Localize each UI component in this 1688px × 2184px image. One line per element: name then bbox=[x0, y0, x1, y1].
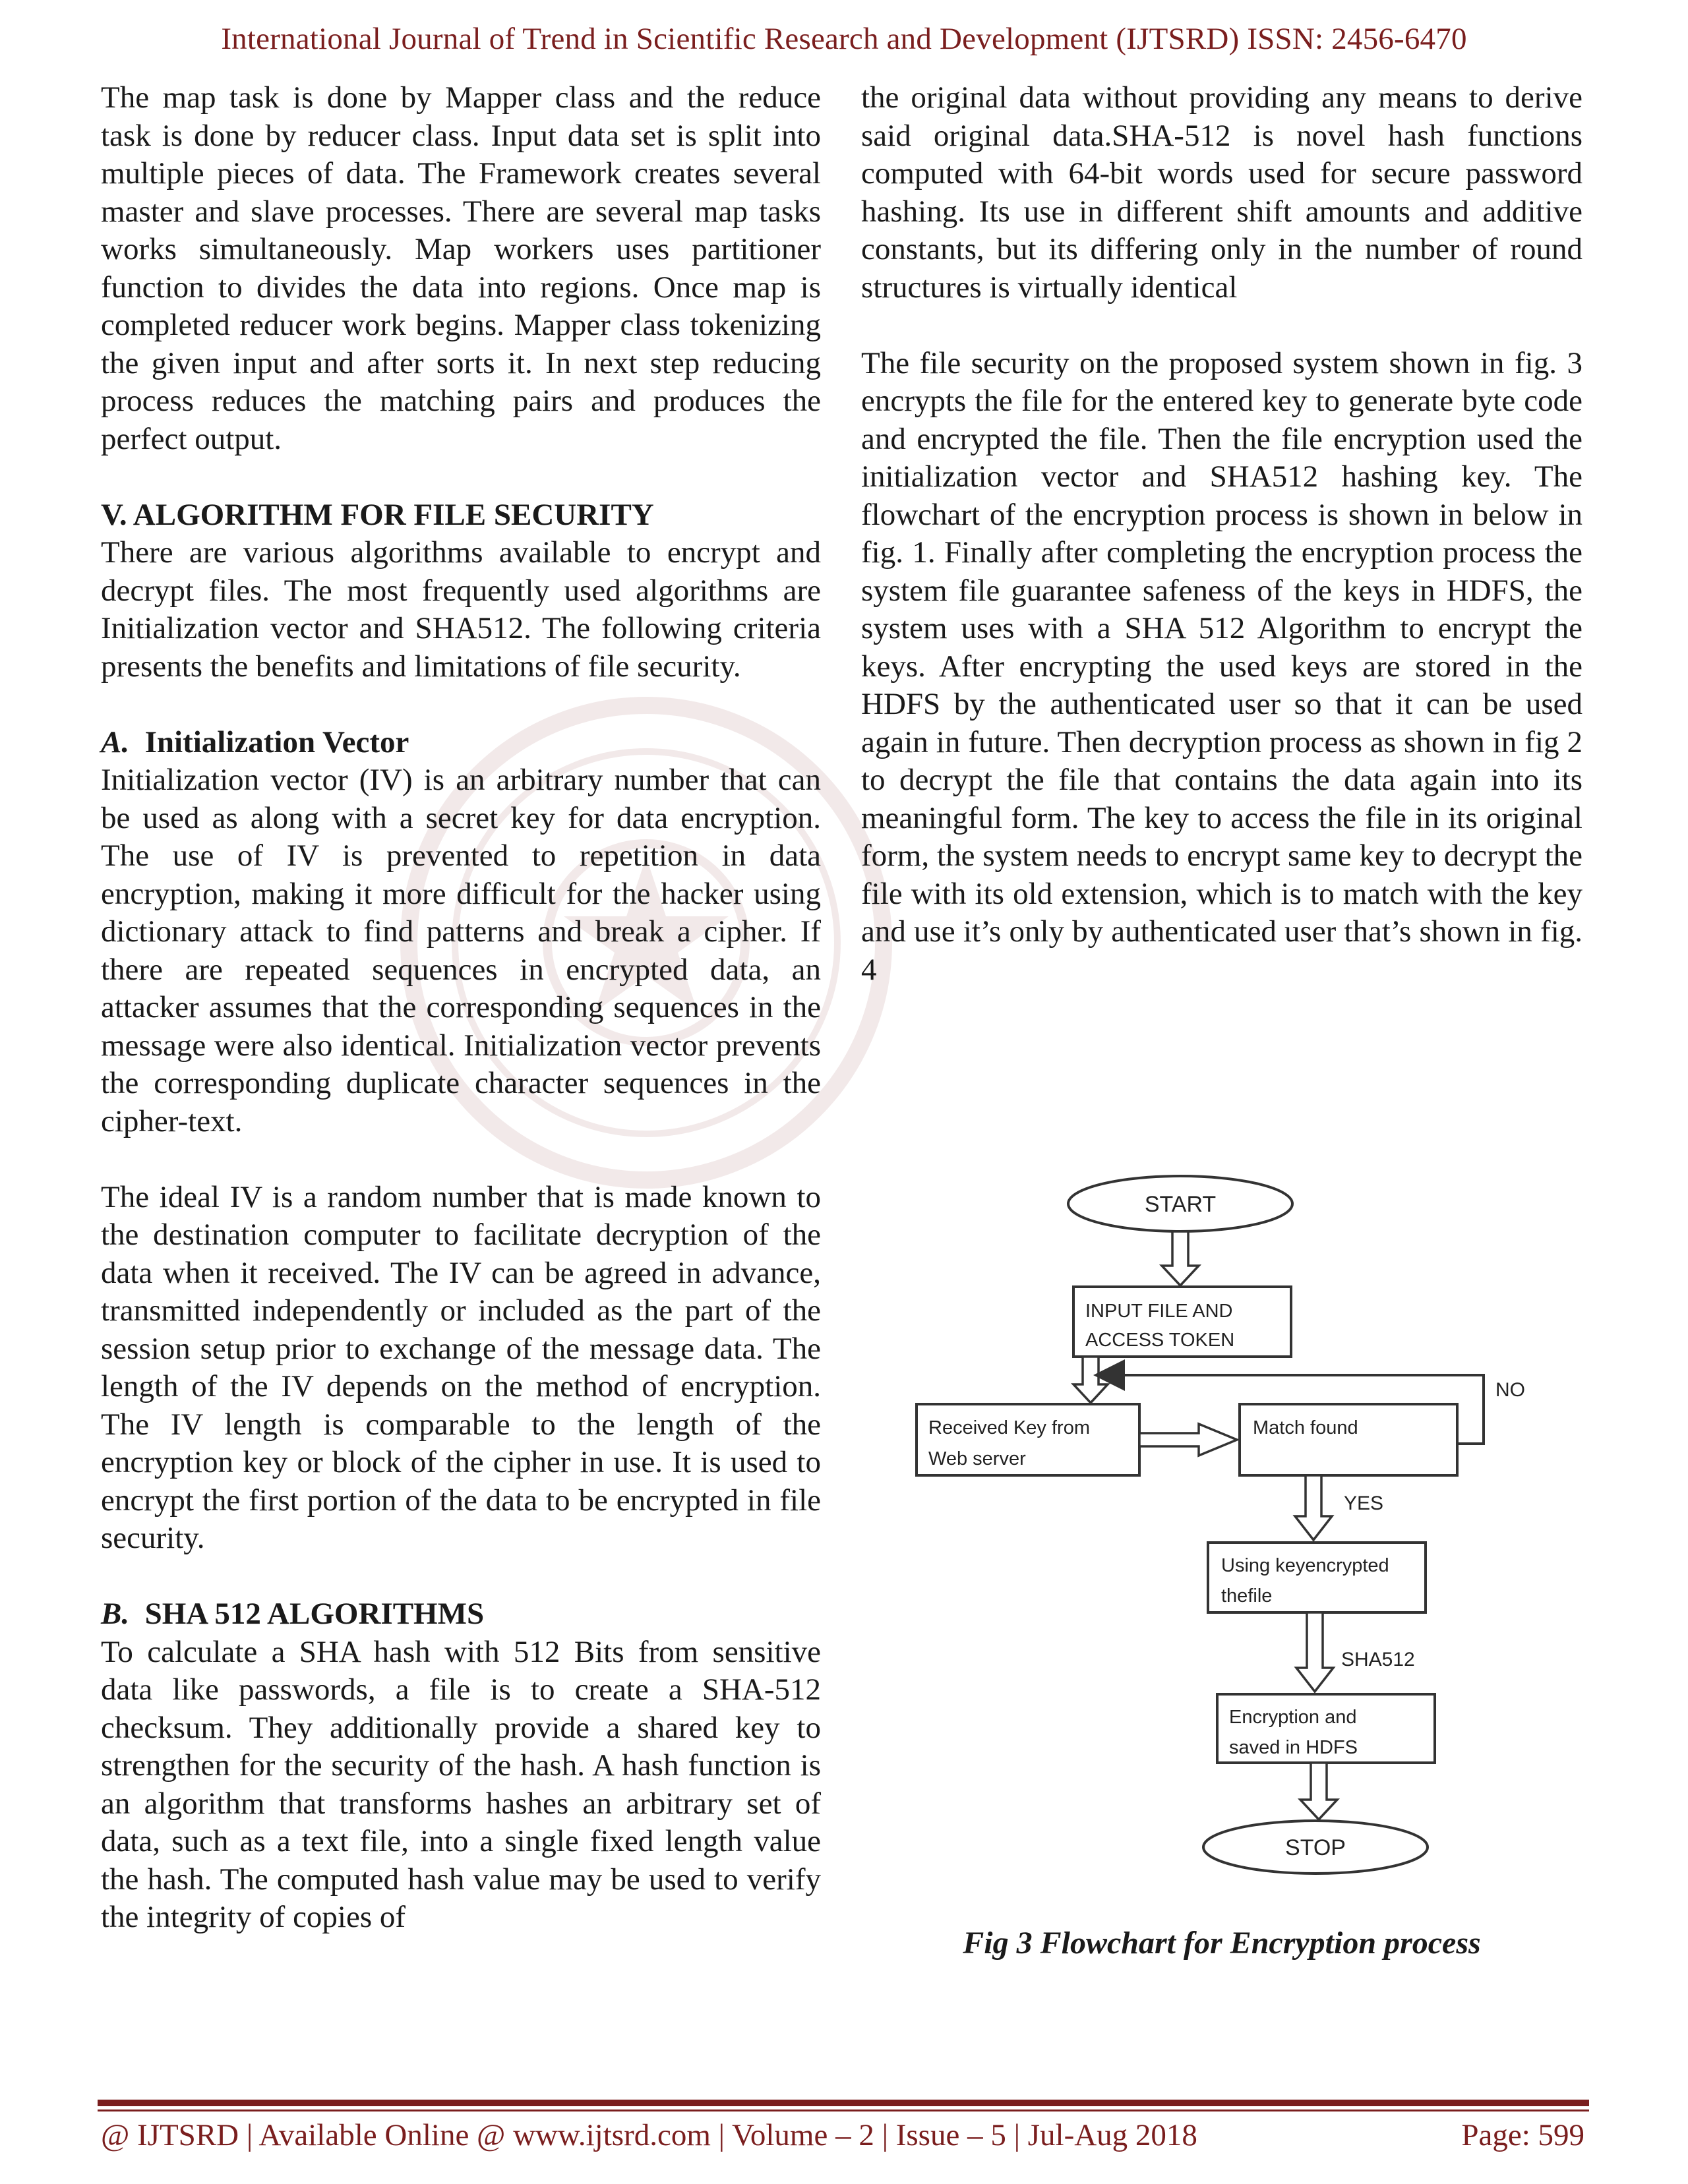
no-label: NO bbox=[1495, 1379, 1525, 1401]
sha512-paragraph: To calculate a SHA hash with 512 Bits from sensitive data like passwords, a file is to create a SHA-512 checksum. They additionally provide a shared key to strengthen for the security of the hash. A hash function is an algorithm that transforms hashes an arbitrary set of data, such as a text file, into a single fixed length value the hash. The computed hash value may be used to verify the integrity of copies of bbox=[101, 1634, 821, 1934]
page-footer bbox=[101, 2117, 1584, 2153]
subsection-a-title: Initialization Vector bbox=[144, 724, 409, 759]
input-label-line1: INPUT FILE AND bbox=[1085, 1301, 1233, 1322]
right-column bbox=[861, 79, 1582, 989]
subsection-b-letter: B. bbox=[101, 1597, 130, 1631]
footer-rule-thick bbox=[98, 2100, 1589, 2106]
match-label: Match found bbox=[1253, 1417, 1358, 1438]
left-column bbox=[101, 79, 821, 1937]
subsection-b-heading bbox=[101, 1595, 821, 1634]
intro-paragraph: The map task is done by Mapper class and the reduce task is done by reducer class. Input data set is split into multiple pieces of data. The Framework creates several master and slave processes. There are several map tasks works simultaneously. Map workers uses partitioner function to divides the data into regions. Once map is completed reducer work begins. Mapper class tokenizing the given input and after sorts it. In next step reducing process reduces the matching pairs and produces the perfect output. bbox=[101, 80, 821, 456]
arrow-received-to-match bbox=[1139, 1424, 1237, 1456]
encryption-label-line2: saved in HDFS bbox=[1229, 1737, 1358, 1758]
subsection-b-title: SHA 512 ALGORITHMS bbox=[144, 1597, 485, 1631]
yes-label: YES bbox=[1344, 1492, 1384, 1514]
arrow-using-to-encryption bbox=[1296, 1612, 1333, 1692]
arrow-start-to-input bbox=[1162, 1231, 1199, 1285]
sha512-continuation-paragraph: the original data without providing any means to derive said original data.SHA-512 is novel hash functions computed with 64-bit words used for secure password hashing. Its use in different shift amounts and additive constants, but its differing only in the number of round structures is virtually identical bbox=[861, 80, 1582, 305]
journal-header: International Journal of Trend in Scientific Research and Development (IJTSRD) ISSN: 2456-6470 bbox=[221, 22, 1467, 56]
arrow-input-to-received bbox=[1073, 1357, 1108, 1403]
file-security-paragraph: The file security on the proposed system shown in fig. 3 encrypts the file for the entered key to generate byte code and encrypted the file. Then the file encryption used the initialization vector and SHA512 hashing key. The flowchart of the encryption process is shown in below in fig. 1. Finally after completing the encryption process the system file guarantee safeness of the keys in HDFS, the system uses with a SHA 512 Algorithm to encrypt the keys. After encrypting the used keys are stored in the HDFS by the authenticated user so that it can be used again in future. Then decryption process as shown in fig 2 to decrypt the file that contains the data again into its meaningful form. The key to access the file in its original form, the system needs to encrypt same key to decrypt the file with its old extension, which is to match with the key and use it’s only by authenticated user that’s shown in fig. 4 bbox=[861, 345, 1582, 987]
using-label-line1: Using keyencrypted bbox=[1221, 1555, 1389, 1576]
match-found-node bbox=[1240, 1404, 1457, 1475]
initialization-vector-paragraph-2: The ideal IV is a random number that is made known to the destination computer to facilitate decryption of the data when it received. The IV can be agreed in advance, transmitted independently or included as the part of the session setup prior to exchange of the message data. The length of the IV depends on the method of encryption. The IV length is comparable to the length of the encryption key or block of the cipher in use. It is used to encrypt the first portion of the data to be encrypted in file security. bbox=[101, 1179, 821, 1555]
sha-label: SHA512 bbox=[1341, 1649, 1415, 1670]
input-label-line2: ACCESS TOKEN bbox=[1085, 1330, 1235, 1351]
arrow-match-to-using bbox=[1295, 1475, 1332, 1540]
flowchart-svg bbox=[903, 1167, 1576, 1912]
figure-caption: Fig 3 Flowchart for Encryption process bbox=[963, 1926, 1481, 1961]
encryption-label-line1: Encryption and bbox=[1229, 1707, 1357, 1728]
subsection-a-heading bbox=[101, 724, 821, 762]
stop-label: STOP bbox=[1285, 1835, 1346, 1860]
using-label-line2: thefile bbox=[1221, 1585, 1273, 1607]
initialization-vector-paragraph-1: Initialization vector (IV) is an arbitrary number that can be used as along with a secret key for data encryption. The use of IV is prevented to repetition in data encryption, making it more difficult for the hacker using dictionary attack to find patterns and break a cipher. If there are repeated sequences in encrypted data, an attacker assumes that the corresponding sequences in the message were also identical. Initialization vector prevents the corresponding duplicate character sequences in the cipher-text. bbox=[101, 763, 821, 1138]
start-label: START bbox=[1144, 1192, 1217, 1217]
page-number: Page: 599 bbox=[1461, 2118, 1584, 2152]
received-label-line2: Web server bbox=[928, 1448, 1026, 1469]
arrow-encryption-to-stop bbox=[1300, 1763, 1337, 1819]
encryption-flowchart bbox=[903, 1167, 1576, 1912]
received-label-line1: Received Key from bbox=[928, 1417, 1090, 1438]
footer-info: @ IJTSRD | Available Online @ www.ijtsrd.com | Volume – 2 | Issue – 5 | Jul-Aug 2018 bbox=[101, 2118, 1197, 2152]
section-v-heading: V. ALGORITHM FOR FILE SECURITY bbox=[101, 497, 654, 532]
subsection-a-letter: A. bbox=[101, 724, 130, 759]
footer-rule-thin bbox=[98, 2110, 1589, 2111]
section-v-paragraph: There are various algorithms available to encrypt and decrypt files. The most frequently used algorithms are Initialization vector and SHA512. The following criteria presents the benefits and limitations of file security. bbox=[101, 535, 821, 684]
